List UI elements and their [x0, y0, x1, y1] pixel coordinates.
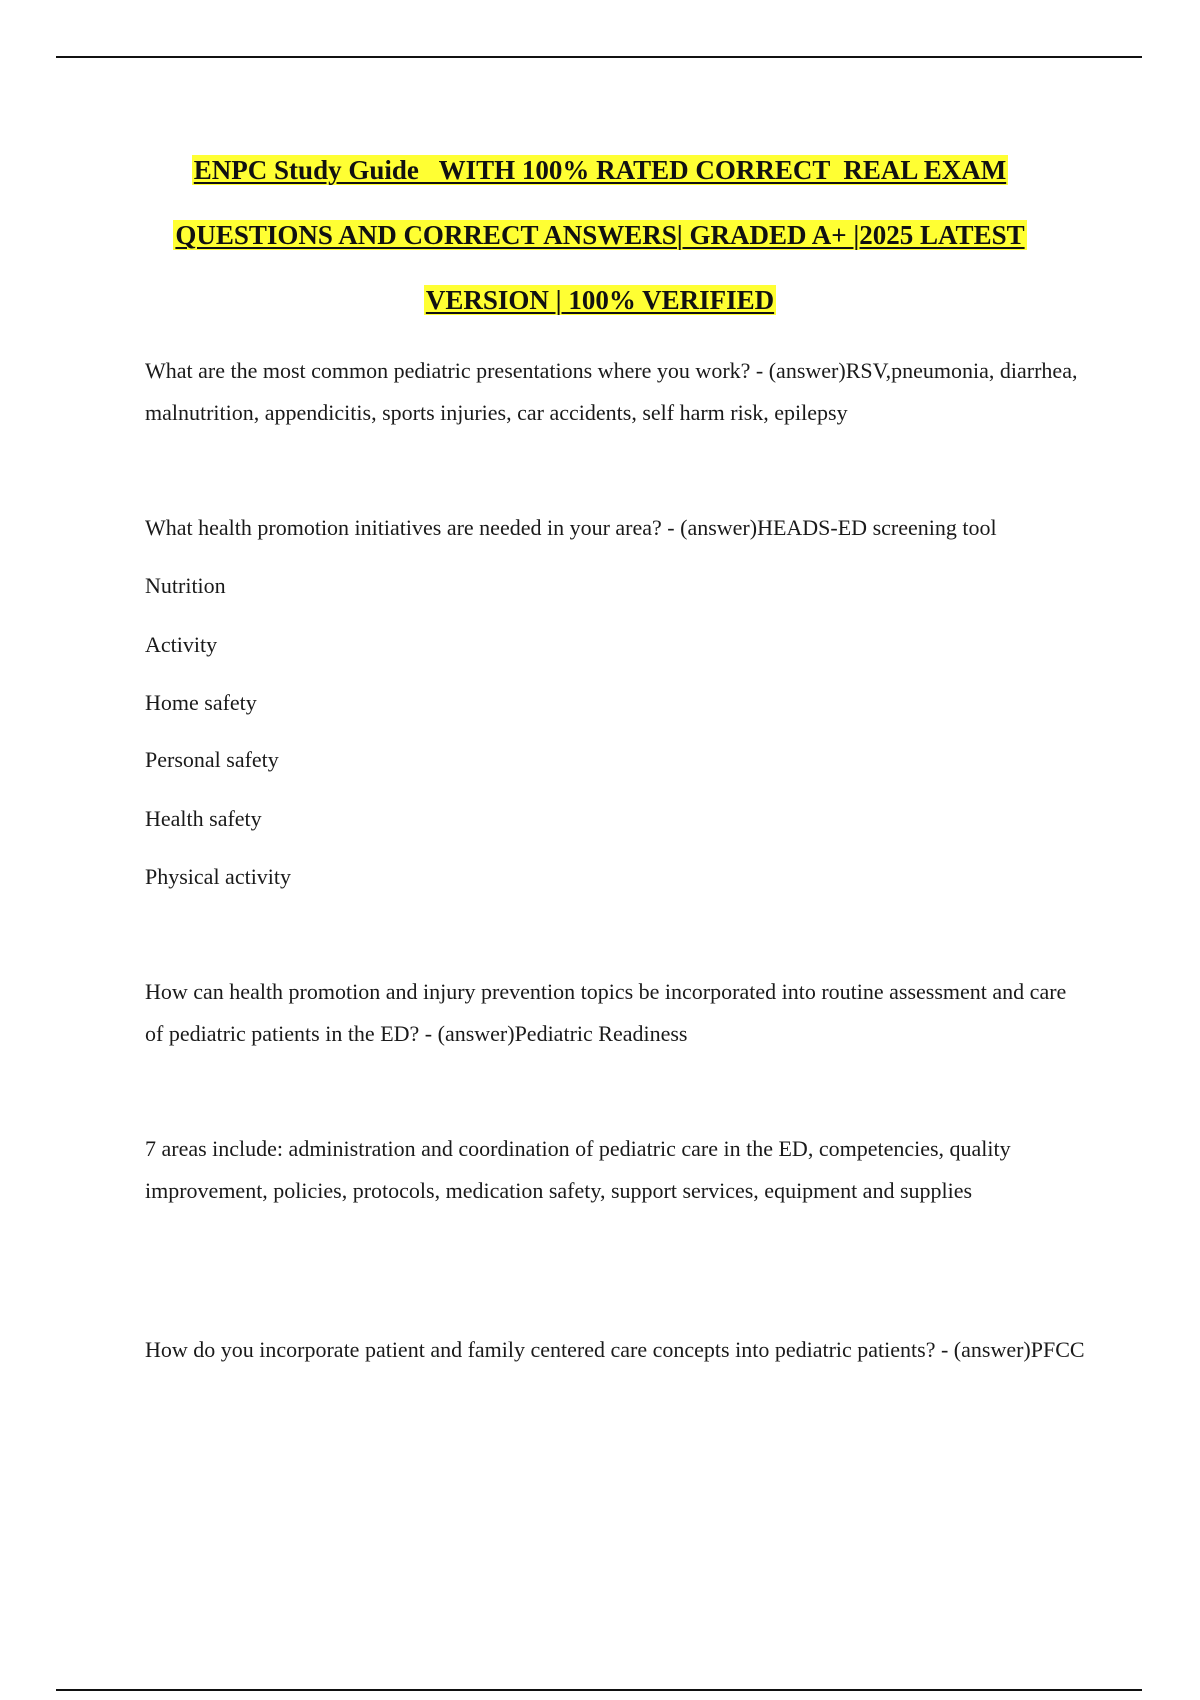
list-item-nutrition: Nutrition — [145, 573, 226, 598]
title-line-1-text: ENPC Study Guide WITH 100% RATED CORRECT REAL EXAM — [193, 155, 1007, 185]
list-item-activity: Activity — [145, 632, 218, 657]
bottom-rule — [56, 1689, 1142, 1691]
title-line-3-text: VERSION | 100% VERIFIED — [425, 285, 775, 315]
title-line-2 — [0, 203, 1200, 268]
list-item-personal-safety: Personal safety — [145, 747, 279, 772]
title-line-2-text: QUESTIONS AND CORRECT ANSWERS| GRADED A+ |2025 LATEST — [175, 220, 1025, 250]
list-item-home-safety: Home safety — [145, 690, 257, 715]
qa-pediatric-presentations: What are the most common pediatric presentations where you work? - (answer)RSV,pneumonia, diarrhea, malnutrition, appendicitis, sports injuries, car accidents, self harm risk, epilepsy — [145, 358, 1078, 425]
list-item-health-safety: Health safety — [145, 806, 262, 831]
title-line-3 — [0, 268, 1200, 333]
list-item-physical-activity: Physical activity — [145, 864, 292, 889]
document-title — [0, 138, 1200, 333]
top-rule — [56, 56, 1142, 58]
title-line-1 — [0, 138, 1200, 203]
qa-seven-areas: 7 areas include: administration and coordination of pediatric care in the ED, competencies, quality improvement, policies, protocols, medication safety, support services, equipment and supplies — [145, 1136, 1011, 1203]
qa-family-centered-care: How do you incorporate patient and family centered care concepts into pediatric patients? - (answer)PFCC — [145, 1337, 1085, 1362]
qa-injury-prevention: How can health promotion and injury prevention topics be incorporated into routine assessment and care of pediatric patients in the ED? - (answer)Pediatric Readiness — [145, 979, 1067, 1046]
qa-health-promotion: What health promotion initiatives are needed in your area? - (answer)HEADS-ED screening tool — [145, 515, 997, 540]
